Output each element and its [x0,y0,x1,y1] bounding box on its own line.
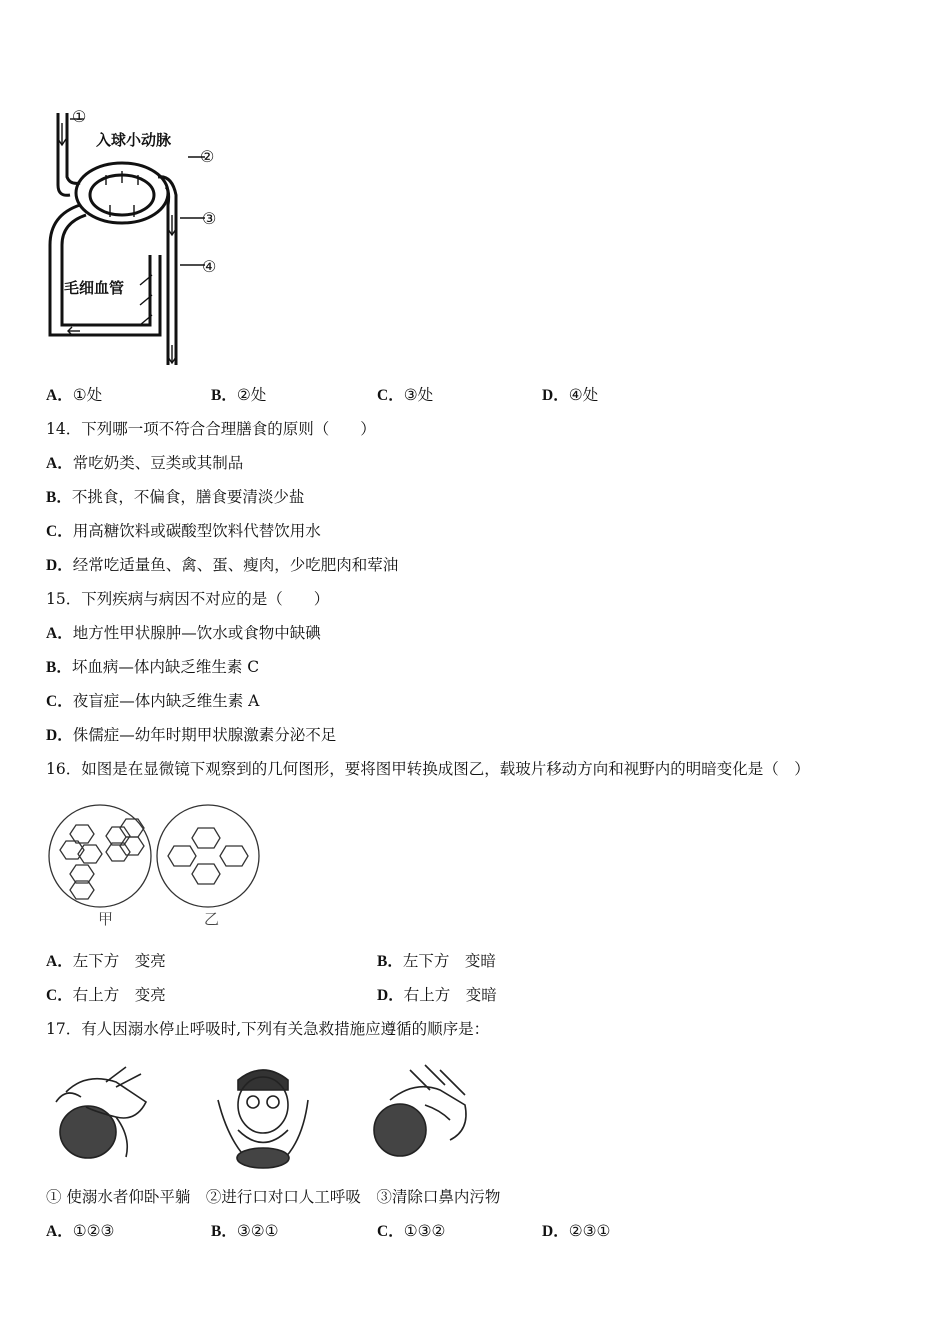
label-capillary: 毛细血管 [64,279,125,297]
microscope-fields-diagram [48,800,268,910]
q14-option-d: D．经常吃适量鱼、禽、蛋、瘦肉，少吃肥肉和荤油 [46,556,399,574]
q17-stem: 17．有人因溺水停止呼吸时,下列有关急救措施应遵循的顺序是： [46,1020,490,1038]
label-circle-3: ③ [202,209,217,228]
q17-option-d: D．②③① [542,1222,611,1240]
q15-option-d: D．侏儒症—幼年时期甲状腺激素分泌不足 [46,726,337,744]
label-jia: 甲 [98,910,114,928]
q17-option-b: B．③②① [211,1222,279,1240]
q15-stem: 15．下列疾病与病因不对应的是（ ） [46,590,330,608]
q14-option-b: B．不挑食，不偏食，膳食要清淡少盐 [46,488,305,506]
q15-option-a: A．地方性甲状腺肿—饮水或食物中缺碘 [46,624,321,642]
q14-stem: 14．下列哪一项不符合合理膳食的原则（ ） [46,420,376,438]
q16-option-a: A．左下方 变亮 [46,952,166,970]
q15-option-c: C．夜盲症—体内缺乏维生素 A [46,692,260,710]
rescue-figure-3 [370,1060,478,1162]
q14-option-c: C．用高糖饮料或碳酸型饮料代替饮用水 [46,522,321,540]
q13-option-d: D．④处 [542,386,599,404]
q17-option-c: C．①③② [377,1222,446,1240]
label-yi: 乙 [204,910,220,928]
rescue-figure-1 [46,1062,154,1164]
label-circle-4: ④ [202,257,217,276]
q17-option-a: A．①②③ [46,1222,115,1240]
q13-option-c: C．③处 [377,386,434,404]
label-circle-2: ② [200,147,215,166]
label-afferent-arteriole: 入球小动脉 [96,131,172,149]
rescue-illustration-3 [370,1060,478,1162]
q16-option-c: C．右上方 变亮 [46,986,166,1004]
microscope-figure [48,800,268,935]
q14-option-a: A．常吃奶类、豆类或其制品 [46,454,244,472]
label-circle-1: ① [72,107,87,126]
q15-option-b: B．坏血病—体内缺乏维生素 C [46,658,260,676]
q16-option-b: B．左下方 变暗 [377,952,496,970]
q13-option-a: A．①处 [46,386,103,404]
nephron-figure [40,105,240,370]
rescue-illustration-2 [208,1060,320,1170]
rescue-illustration-1 [46,1062,154,1164]
q13-option-b: B．②处 [211,386,267,404]
q16-stem: 16．如图是在显微镜下观察到的几何图形，要将图甲转换成图乙，载玻片移动方向和视野内的明暗变化是（ ） [46,760,810,778]
q16-option-d: D．右上方 变暗 [377,986,497,1004]
q17-steps: ① 使溺水者仰卧平躺 ②进行口对口人工呼吸 ③清除口鼻内污物 [46,1188,501,1206]
rescue-figure-2 [208,1060,320,1170]
